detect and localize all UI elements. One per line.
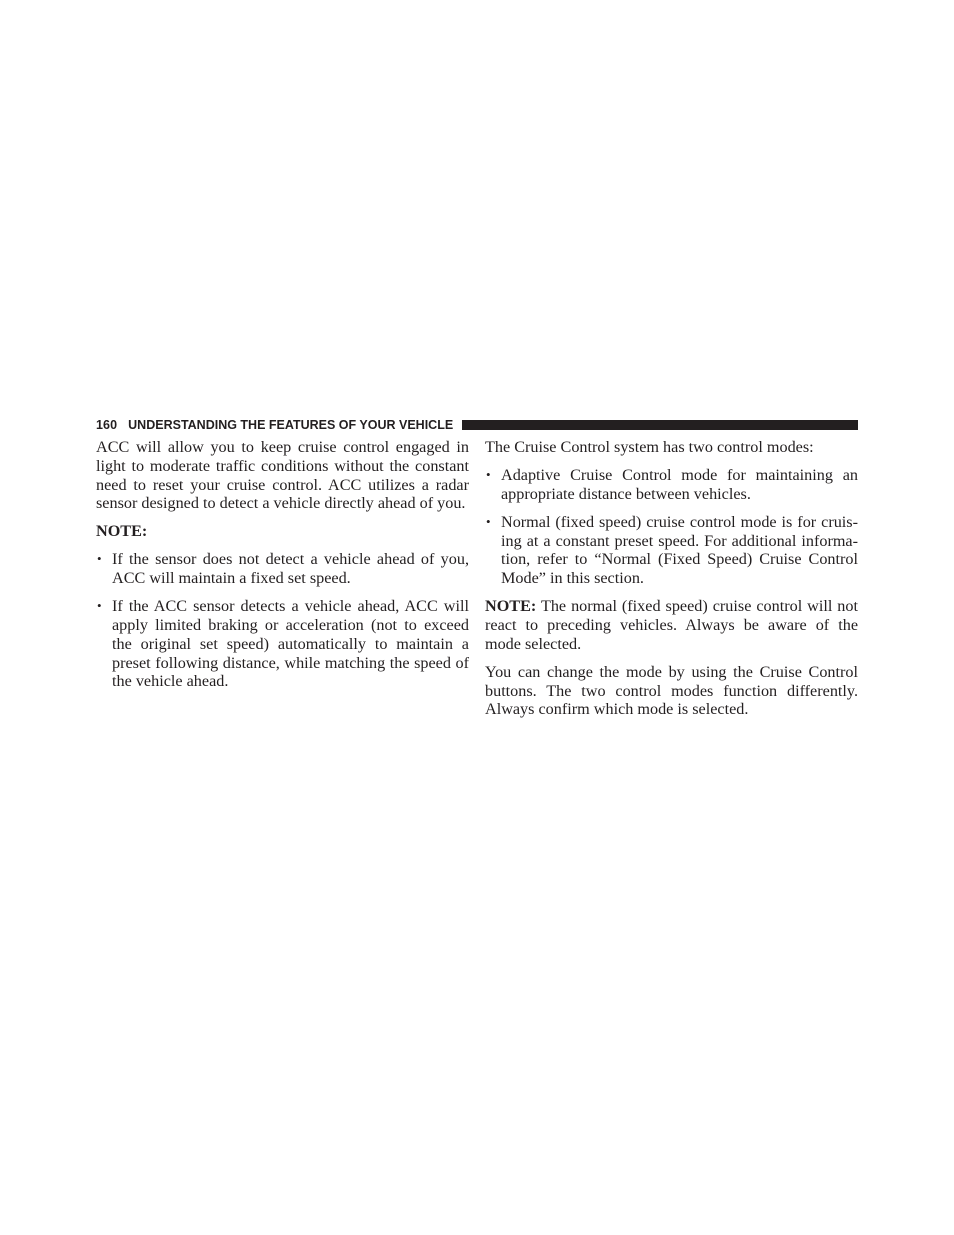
- section-title: UNDERSTANDING THE FEATURES OF YOUR VEHICLE: [128, 418, 454, 432]
- header-rule: [462, 420, 858, 430]
- note-label: NOTE:: [485, 597, 537, 616]
- note-heading: NOTE:: [96, 522, 148, 541]
- acc-intro-paragraph: ACC will allow you to keep cruise control engaged in light to moderate traffic conditions without the constant need to reset your cruise control. ACC utilizes a radar sensor designed to detect a vehicle directly ahead of you.: [96, 438, 469, 513]
- list-item: [485, 466, 858, 504]
- bullet-icon: •: [97, 551, 102, 567]
- modes-bullet-list: [485, 466, 858, 588]
- bullet-icon: •: [486, 466, 491, 482]
- list-item-text: Normal (fixed speed) cruise control mode is for cruising at a constant preset speed. For additional information, refer to “Normal (Fixed Speed) Cruise Control Mode” in this section.: [501, 512, 858, 588]
- page-header: [96, 416, 858, 434]
- note-bullet-list: [96, 550, 469, 691]
- list-item: [96, 597, 469, 691]
- list-item-text: If the sensor does not detect a vehicle ahead of you, ACC will maintain a fixed set speed.: [112, 550, 469, 588]
- bullet-icon: •: [97, 598, 102, 614]
- list-item: [96, 550, 469, 588]
- left-column: [96, 438, 469, 700]
- note-paragraph: [485, 597, 858, 653]
- closing-paragraph: You can change the mode by using the Cruise Control buttons. The two control modes function differently. Always confirm which mode is selected.: [485, 662, 858, 719]
- bullet-icon: •: [486, 513, 491, 529]
- page-number: 160: [96, 418, 118, 432]
- list-item: [485, 513, 858, 588]
- list-item-text: Adaptive Cruise Control mode for maintaining an appropriate distance between vehicles.: [501, 465, 858, 503]
- note-text: The normal (fixed speed) cruise control will not react to preceding vehicles. Always be aware of the mode selected.: [485, 597, 858, 653]
- list-item-text: If the ACC sensor detects a vehicle ahead, ACC will apply limited braking or acceleration (not to exceed the original set speed) automatically to maintain a preset following distance, while matching the speed of the vehicle ahead.: [112, 597, 469, 691]
- modes-intro-paragraph: The Cruise Control system has two control modes:: [485, 438, 814, 456]
- right-column: [485, 438, 858, 728]
